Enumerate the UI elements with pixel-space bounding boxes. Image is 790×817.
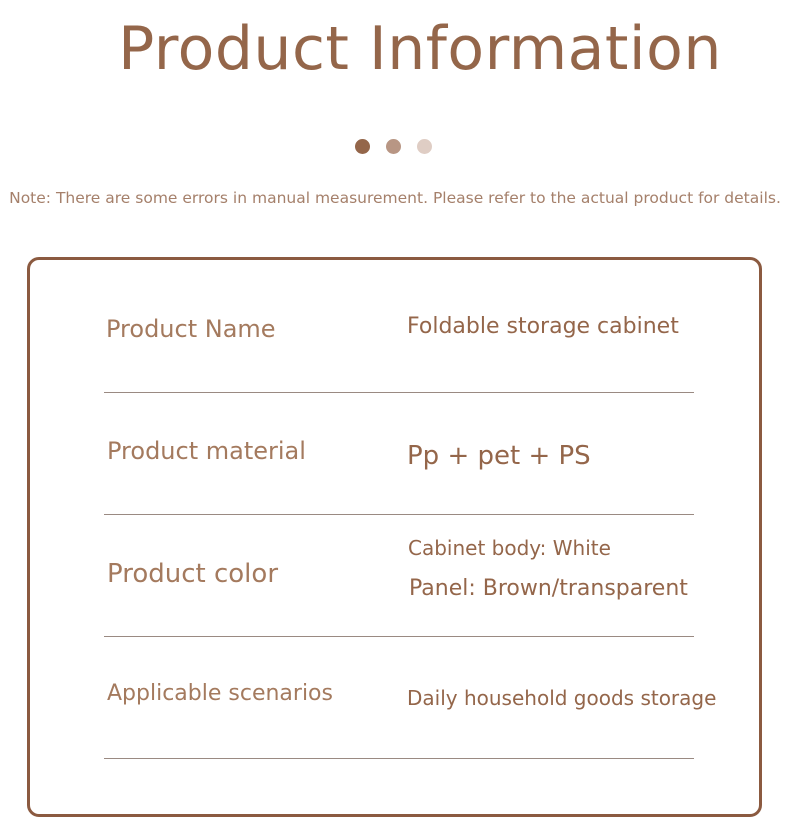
pagination-dot[interactable]: [355, 139, 370, 154]
row-value-cabinet-body: Cabinet body: White: [408, 536, 611, 560]
row-value-product-name: Foldable storage cabinet: [407, 314, 679, 339]
row-divider: [104, 636, 694, 637]
row-label-applicable-scenarios: Applicable scenarios: [107, 681, 333, 706]
row-label-product-material: Product material: [107, 437, 306, 465]
row-label-product-color: Product color: [107, 559, 279, 589]
row-divider: [104, 758, 694, 759]
row-divider: [104, 392, 694, 393]
page-title: Product Information: [118, 14, 722, 84]
pagination-dot[interactable]: [417, 139, 432, 154]
pagination-dots: [355, 139, 448, 154]
row-value-panel: Panel: Brown/transparent: [409, 576, 688, 601]
measurement-note: Note: There are some errors in manual measurement. Please refer to the actual product for details.: [9, 189, 781, 207]
row-divider: [104, 514, 694, 515]
row-value-applicable-scenarios: Daily household goods storage: [407, 686, 717, 710]
pagination-dot[interactable]: [386, 139, 401, 154]
row-label-product-name: Product Name: [106, 315, 276, 343]
row-value-product-material: Pp + pet + PS: [407, 441, 591, 471]
